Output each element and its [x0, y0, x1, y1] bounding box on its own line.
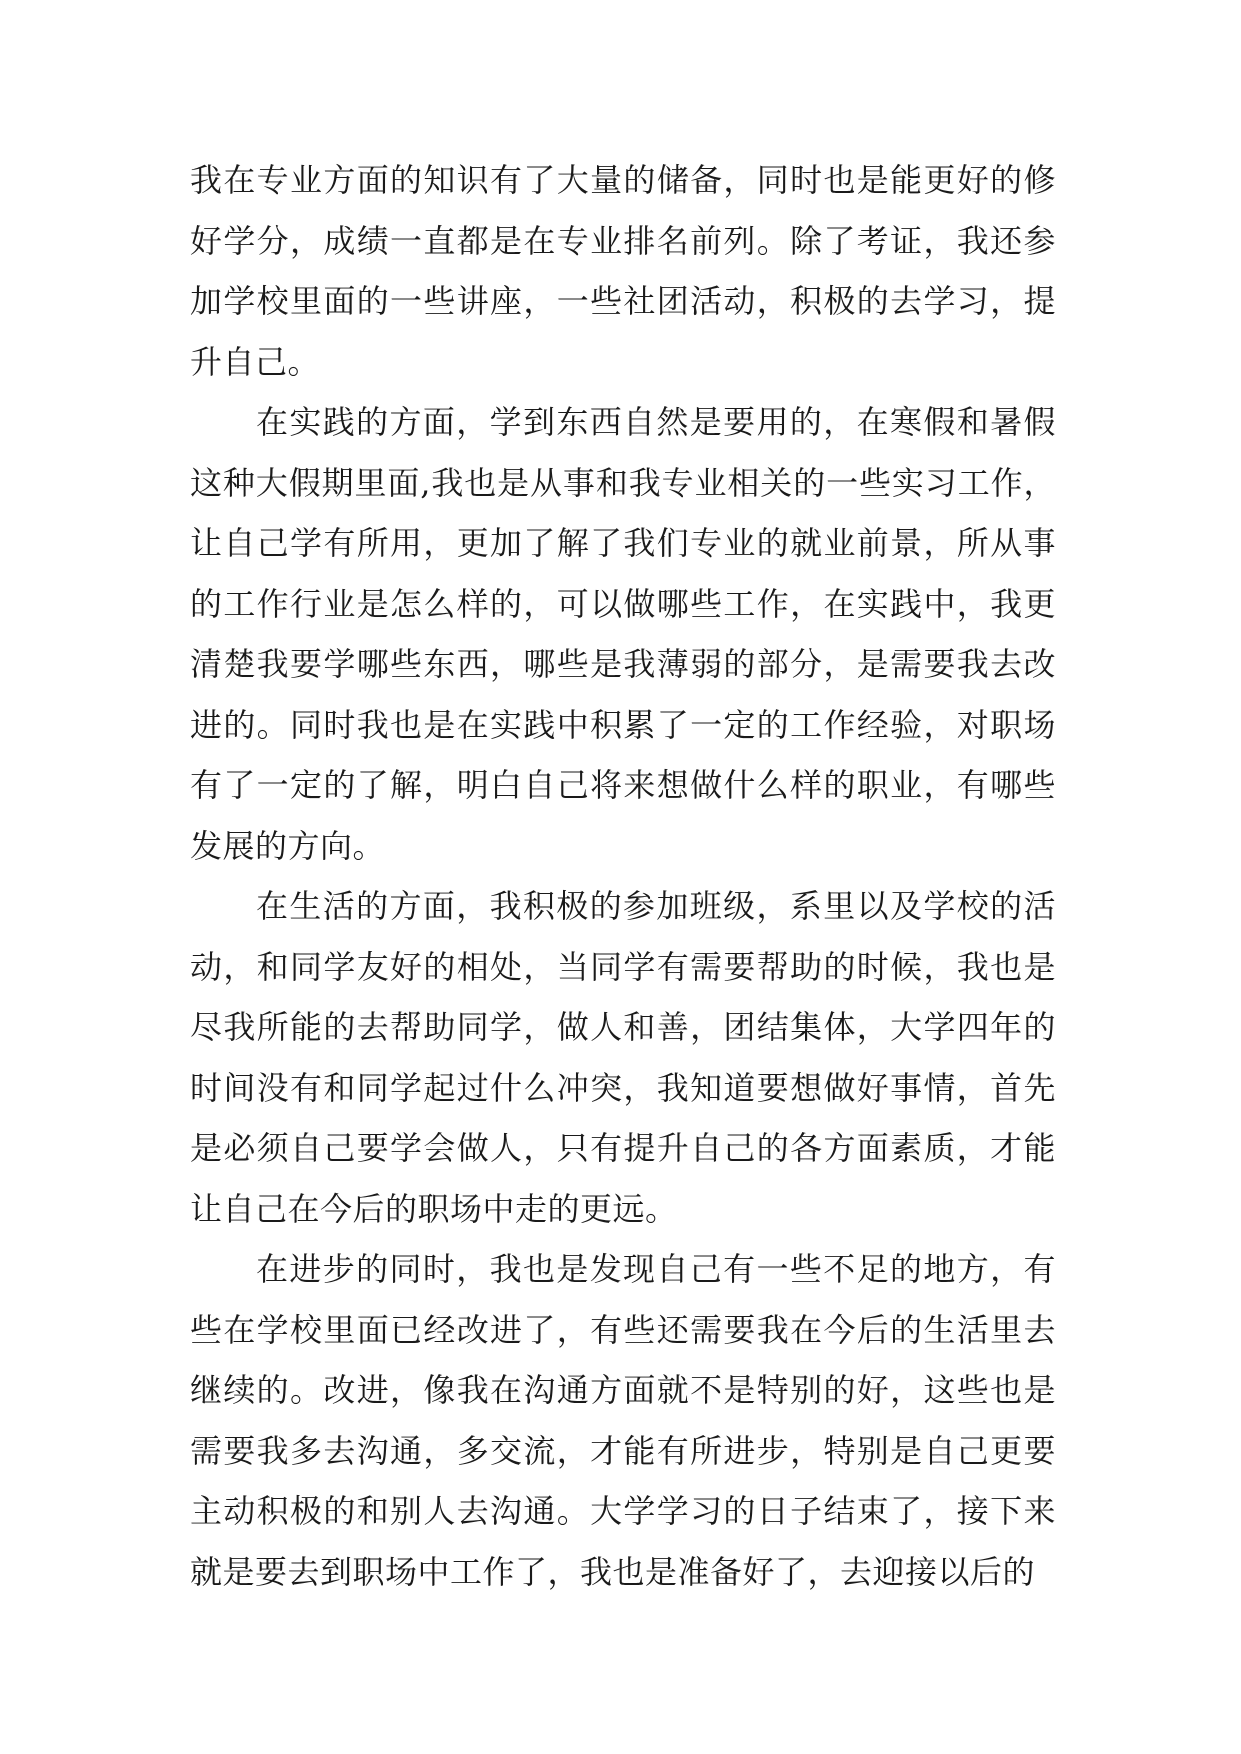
- paragraph-2: 在实践的方面，学到东西自然是要用的，在寒假和暑假这种大假期里面,我也是从事和我专业相关的一些实习工作，让自己学有所用，更加了解了我们专业的就业前景，所从事的工作行业是怎么样的，可以做哪些工作，在实践中，我更清楚我要学哪些东西，哪些是我薄弱的部分，是需要我去改进的。同时我也是在实践中积累了一定的工作经验，对职场有了一定的了解，明白自己将来想做什么样的职业，有哪些发展的方向。: [190, 403, 1056, 865]
- paragraph-1: 我在专业方面的知识有了大量的储备，同时也是能更好的修好学分，成绩一直都是在专业排名前列。除了考证，我还参加学校里面的一些讲座，一些社团活动，积极的去学习，提升自己。: [190, 161, 1056, 381]
- paragraph-3: 在生活的方面，我积极的参加班级，系里以及学校的活动，和同学友好的相处，当同学有需要帮助的时候，我也是尽我所能的去帮助同学，做人和善，团结集体，大学四年的时间没有和同学起过什么冲突，我知道要想做好事情，首先是必须自己要学会做人，只有提升自己的各方面素质，才能让自己在今后的职场中走的更远。: [190, 887, 1056, 1228]
- paragraph-4: 在进步的同时，我也是发现自己有一些不足的地方，有些在学校里面已经改进了，有些还需要我在今后的生活里去继续的。改进，像我在沟通方面就不是特别的好，这些也是需要我多去沟通，多交流，才能有所进步，特别是自己更要主动积极的和别人去沟通。大学学习的日子结束了，接下来就是要去到职场中工作了，我也是准备好了，去迎接以后的: [190, 1250, 1056, 1591]
- document-page: [190, 150, 1056, 1602]
